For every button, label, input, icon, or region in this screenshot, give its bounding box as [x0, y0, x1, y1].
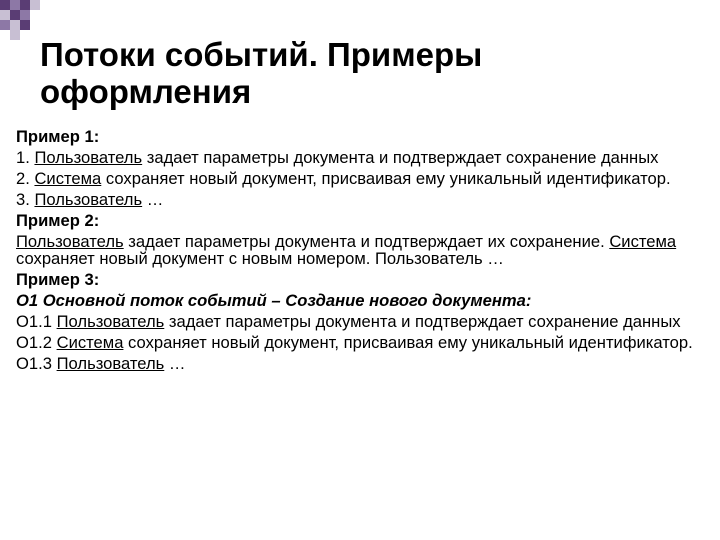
deco-square [0, 0, 10, 10]
example-2-text [16, 233, 706, 267]
deco-square [10, 0, 20, 10]
example-1-step-3 [16, 191, 706, 208]
actor-user: Пользователь [34, 190, 143, 209]
deco-square [30, 0, 40, 10]
flow-title: O1 Основной поток событий – Создание нового документа: [16, 291, 532, 310]
step-text: задает параметры документа и подтверждает их сохранение. [123, 232, 610, 251]
step-text: задает параметры документа и подтверждает сохранение данных [164, 312, 681, 331]
step-text: … [164, 354, 186, 373]
step-number: 3. [16, 190, 35, 209]
example-1-heading: Пример 1: [16, 127, 100, 146]
deco-square [10, 30, 20, 40]
example-3-step-2 [16, 334, 706, 351]
step-text: сохраняет новый документ, присваивая ему уникальный идентификатор. [101, 169, 671, 188]
title-line-1: Потоки событий. Примеры [40, 36, 483, 73]
step-text: сохраняет новый документ с новым номером. Пользователь … [16, 249, 504, 268]
slide-body [16, 128, 706, 376]
slide-title [40, 36, 700, 110]
actor-system: Система [56, 333, 124, 352]
example-3-heading: Пример 3: [16, 270, 100, 289]
step-text: задает параметры документа и подтверждает сохранение данных [142, 148, 659, 167]
deco-square [0, 10, 10, 20]
deco-square [20, 10, 30, 20]
deco-square [0, 20, 10, 30]
actor-user: Пользователь [34, 148, 143, 167]
example-3-step-1 [16, 313, 706, 330]
example-3-step-3 [16, 355, 706, 372]
deco-square [10, 10, 20, 20]
step-text: сохраняет новый документ, присваивая ему уникальный идентификатор. [123, 333, 693, 352]
step-number: 1. [16, 148, 35, 167]
deco-square [20, 20, 30, 30]
actor-user: Пользователь [56, 312, 165, 331]
example-1-step-2 [16, 170, 706, 187]
example-1-step-1 [16, 149, 706, 166]
step-text: … [142, 190, 164, 209]
actor-system: Система [609, 232, 677, 251]
deco-square [20, 0, 30, 10]
actor-user: Пользователь [56, 354, 165, 373]
example-2-heading: Пример 2: [16, 211, 100, 230]
step-number: O1.3 [16, 354, 57, 373]
deco-square [10, 20, 20, 30]
step-number: 2. [16, 169, 35, 188]
title-line-2: оформления [40, 73, 252, 110]
step-number: O1.2 [16, 333, 57, 352]
actor-user: Пользователь [16, 232, 124, 251]
step-number: O1.1 [16, 312, 57, 331]
actor-system: Система [34, 169, 102, 188]
